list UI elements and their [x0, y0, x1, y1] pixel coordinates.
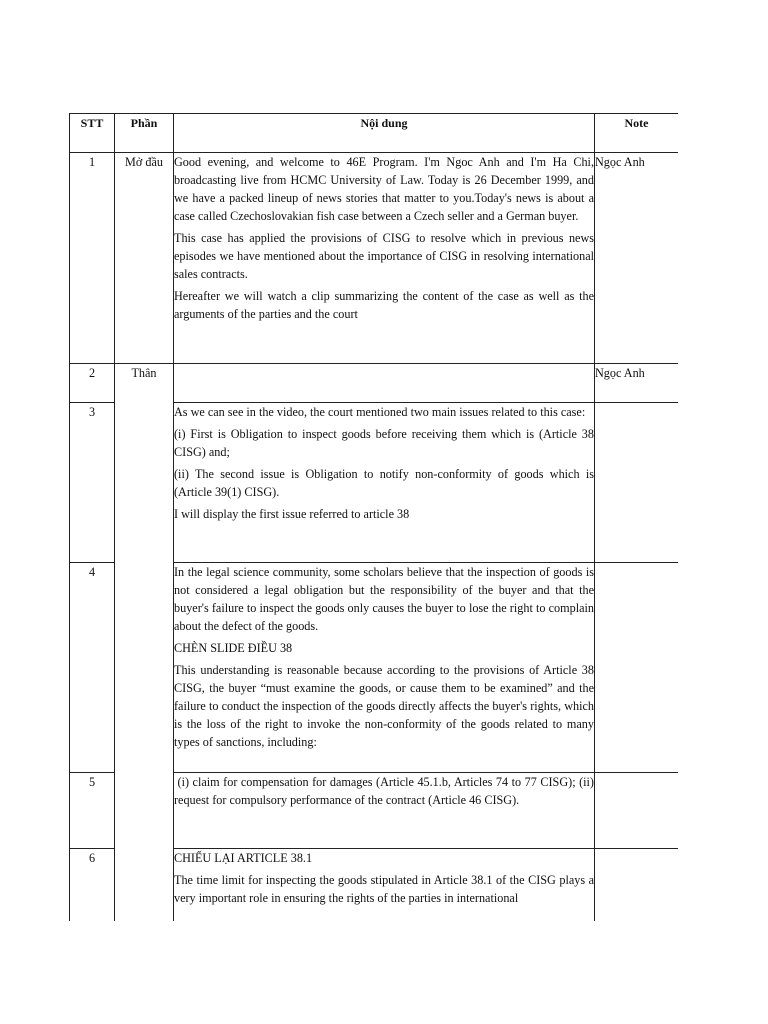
header-note: Note: [595, 114, 679, 153]
paragraph: This understanding is reasonable because according to the provisions of Article 38 CISG, the buyer “must examine the goods, or cause them to be examined” and the failure to conduct the inspection of the goods directly affects the buyer's rights, which is the loss of the right to invoke the non-conformity of the goods related to many types of sanctions, including:: [174, 663, 594, 749]
table-row: [70, 364, 679, 403]
row-note: [595, 773, 679, 849]
row-stt: 2: [70, 364, 115, 403]
header-stt: STT: [70, 114, 115, 153]
row-phan-empty: [115, 403, 174, 563]
table-header-row: [70, 114, 679, 153]
paragraph: As we can see in the video, the court mentioned two main issues related to this case:: [174, 405, 586, 419]
row-note: [595, 563, 679, 773]
paragraph: (ii) The second issue is Obligation to notify non-conformity of goods which is (Article 39(1) CISG).: [174, 467, 594, 499]
paragraph: Good evening, and welcome to 46E Program. I'm Ngoc Anh and I'm Ha Chi, broadcasting live from HCMC University of Law. Today is 26 December 1999, and we have a packed lineup of news stories that matter to you.Today's news is about a case called Czechoslovakian fish case between a Czech seller and a German buyer.: [174, 155, 594, 223]
row-content: [174, 849, 595, 922]
paragraph: The time limit for inspecting the goods stipulated in Article 38.1 of the CISG plays a very important role in ensuring the rights of the parties in international: [174, 873, 594, 905]
table-row: [70, 153, 679, 364]
document-page: [69, 113, 678, 921]
row-note: [595, 849, 679, 922]
row-phan: Thân: [115, 364, 174, 403]
paragraph: Hereafter we will watch a clip summarizing the content of the case as well as the arguments of the parties and the court: [174, 289, 594, 321]
row-phan-empty: [115, 849, 174, 922]
row-content: [174, 773, 598, 849]
row-note: Ngọc Anh: [595, 153, 679, 364]
row-stt: 1: [70, 153, 115, 364]
row-stt: 6: [70, 849, 115, 922]
row-stt: 3: [70, 403, 115, 563]
row-content: [174, 153, 595, 364]
row-phan-empty: [115, 563, 174, 773]
row-note: [595, 403, 679, 563]
paragraph: This case has applied the provisions of CISG to resolve which in previous news episodes we have mentioned about the importance of CISG in resolving international sales contracts.: [174, 231, 594, 281]
script-table: [69, 113, 678, 921]
row-content: [174, 563, 595, 773]
table-row: [70, 849, 679, 922]
table-row: [70, 563, 679, 773]
paragraph: In the legal science community, some scholars believe that the inspection of goods is not considered a legal obligation but the responsibility of the buyer and that the buyer's failure to inspect the goods only causes the buyer to lose the right to complain about the defect of the goods.: [174, 565, 594, 633]
header-phan: Phần: [115, 114, 174, 153]
row-phan-empty: [115, 773, 174, 849]
header-content: Nội dung: [174, 114, 595, 153]
paragraph: CHIẾU LẠI ARTICLE 38.1: [174, 851, 313, 865]
table-row: [70, 403, 679, 563]
row-stt: 5: [70, 773, 115, 849]
paragraph: CHÈN SLIDE ĐIỀU 38: [174, 641, 293, 655]
paragraph: I will display the first issue referred to article 38: [174, 507, 410, 521]
paragraph: (i) claim for compensation for damages (Article 45.1.b, Articles 74 to 77 CISG); (ii) request for compulsory performance of the contract (Article 46 CISG).: [174, 775, 598, 807]
table-row: [70, 773, 679, 849]
row-content: [174, 364, 595, 403]
row-stt: 4: [70, 563, 115, 773]
row-phan: Mở đầu: [115, 153, 174, 364]
row-content: [174, 403, 595, 563]
row-note: Ngọc Anh: [595, 364, 679, 403]
paragraph: (i) First is Obligation to inspect goods before receiving them which is (Article 38 CISG) and;: [174, 427, 594, 459]
